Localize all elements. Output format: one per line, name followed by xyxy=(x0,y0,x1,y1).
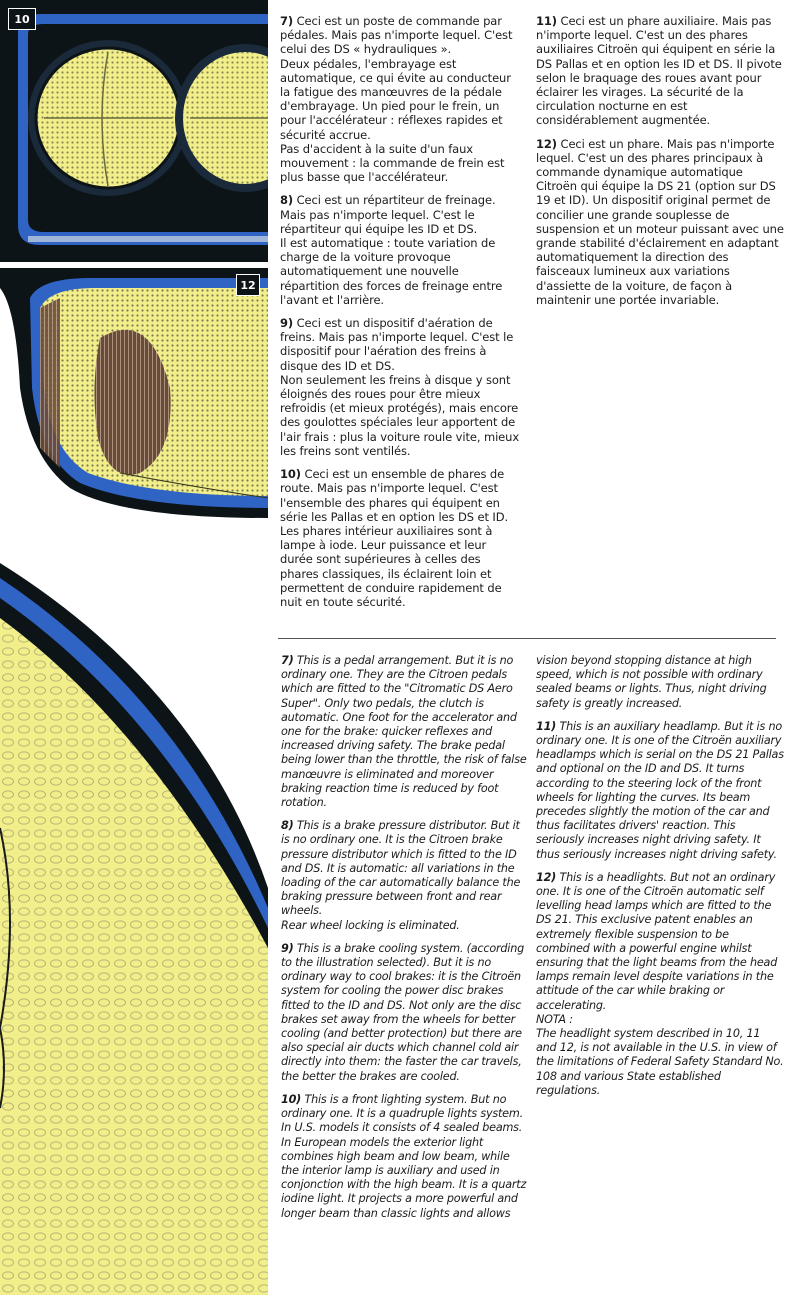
paragraph: 10) Ceci est un ensemble de phares de route. Mais pas n'importe lequel. C'est l'ensemble des phares qui équipent en série les Pallas et en option les DS et ID. Les phares intérieur auxiliaires sont à lampe à iode. Leur puissance et leur durée sont supérieures à celles des phares classiques, ils éclairent loin et permettent de conduire rapidement de nuit en toute sécurité. xyxy=(280,467,509,609)
paragraph: 11) This is an auxiliary headlamp. But it is no ordinary one. It is one of the Citroën auxiliary headlamps which is serial on the DS 21 Pallas and optional on the ID and DS. It turns according to the steering lock of the front wheels for lighting the curves. Its beam precedes slightly the motion of the car and thus facilitates drivers' reaction. This seriously increases night driving safety. It thus seriously increases night driving safety. xyxy=(536,719,784,861)
paragraph: 9) Ceci est un dispositif d'aération de freins. Mais pas n'importe lequel. C'est le dispositif pour l'aération des freins à disque des ID et DS. Non seulement les freins à disque y sont éloignés des roues pour être mieux refroidis (et mieux protégés), mais encore des goulottes spéciales leur apportent de l'air frais : plus la voiture roule vite, mieux les freins sont ventilés. xyxy=(280,316,520,458)
french-column-1 xyxy=(280,14,520,618)
illustration-strip xyxy=(0,0,272,1295)
illustration-headlamp-12 xyxy=(0,268,268,1295)
paragraph: 7) This is a pedal arrangement. But it is no ordinary one. They are the Citroen pedals which are fitted to the "Citromatic DS Aero Super". Only two pedals, the clutch is automatic. One foot for the accelerator and one for the brake: quicker reflexes and increased driving safety. The brake pedal being lower than the throttle, the risk of false manœuvre is eliminated and moreover braking reaction time is reduced by foot rotation. xyxy=(281,654,527,810)
headlamp-drawing xyxy=(0,268,268,1295)
french-column-2 xyxy=(536,14,784,316)
illustration-headlamps-10 xyxy=(0,0,268,262)
paragraph: 12) Ceci est un phare. Mais pas n'importe lequel. C'est un des phares principaux à commande dynamique automatique Citroën qui équipe la DS 21 (option sur DS 19 et ID). Un dispositif original permet de concilier une grande souplesse de suspension et un moteur puissant avec une grande stabilité d'éclairement en adaptant automatiquement la direction des faisceaux lumineux aux variations d'assiette de la voiture, de façon à maintenir une portée invariable. xyxy=(536,136,784,307)
paragraph: 9) This is a brake cooling system. (according to the illustration selected). But it is no ordinary way to cool brakes: it is the Citroën system for cooling the power disc brakes fitted to the ID and DS. Not only are the disc brakes set away from the wheels for better cooling (and better protection) but there are also special air ducts which channel cold air directly into them: the faster the car travels, the better the brakes are cooled. xyxy=(281,941,524,1083)
figure-number-badge: 12 xyxy=(236,274,260,296)
paragraph: 8) Ceci est un répartiteur de freinage. Mais pas n'importe lequel. C'est le répartiteur qui équipe les ID et DS. Il est automatique : toute variation de charge de la voiture provoque automatiquement une nouvelle répartition des forces de freinage entre l'avant et l'arrière. xyxy=(280,193,503,307)
headlamps-drawing xyxy=(0,0,268,262)
section-divider xyxy=(278,638,776,639)
english-column-2 xyxy=(536,654,784,1107)
figure-number-badge: 10 xyxy=(8,8,36,30)
paragraph: 11) Ceci est un phare auxiliaire. Mais pas n'importe lequel. C'est un des phares auxiliaires Citroën qui équipent en série la DS Pallas et en option les ID et DS. Il pivote selon le braquage des roues avant pour éclairer les virages. La sécurité de la circulation nocturne en est considérablement augmentée. xyxy=(536,14,782,128)
paragraph: 12) This is a headlights. But not an ordinary one. It is one of the Citroën automatic self levelling head lamps which are fitted to the DS 21. This exclusive patent enables an extremely flexible suspension to be combined with a powerful engine whilst ensuring that the light beams from the head lamps remain level despite variations in the attitude of the car while braking or accelerating. NOTA : The headlight system described in 10, 11 and 12, is not available in the U.S. in view of the limitations of Federal Safety Standard No. 108 and various State established regulations. xyxy=(536,870,784,1097)
paragraph: 7) Ceci est un poste de commande par pédales. Mais pas n'importe lequel. C'est celui des DS « hydrauliques ». Deux pédales, l'embrayage est automatique, ce qui évite au conducteur la fatigue des manœuvres de la pédale d'embrayage. Un pied pour le frein, un pour l'accélérateur : réflexes rapides et sécurité accrue. Pas d'accident à la suite d'un faux mouvement : la commande de frein est plus basse que l'accélérateur. xyxy=(280,14,513,185)
paragraph: 10) This is a front lighting system. But no ordinary one. It is a quadruple lights system. In U.S. models it consists of 4 sealed beams. In European models the exterior light combines high beam and low beam, while the interior lamp is auxiliary and used in conjonction with the high beam. It is a quartz iodine light. It projects a more powerful and longer beam than classic lights and allows xyxy=(281,1092,527,1220)
paragraph: vision beyond stopping distance at high speed, which is not possible with ordinary sealed beams or lights. Thus, night driving safety is greatly increased. xyxy=(536,654,767,710)
paragraph: 8) This is a brake pressure distributor. But it is no ordinary one. It is the Citroen brake pressure distributor which is fitted to the ID and DS. It is automatic: all variations in the loading of the car automatically balance the braking pressure between front and rear wheels. Rear wheel locking is eliminated. xyxy=(281,819,521,932)
english-column-1 xyxy=(281,654,528,1230)
